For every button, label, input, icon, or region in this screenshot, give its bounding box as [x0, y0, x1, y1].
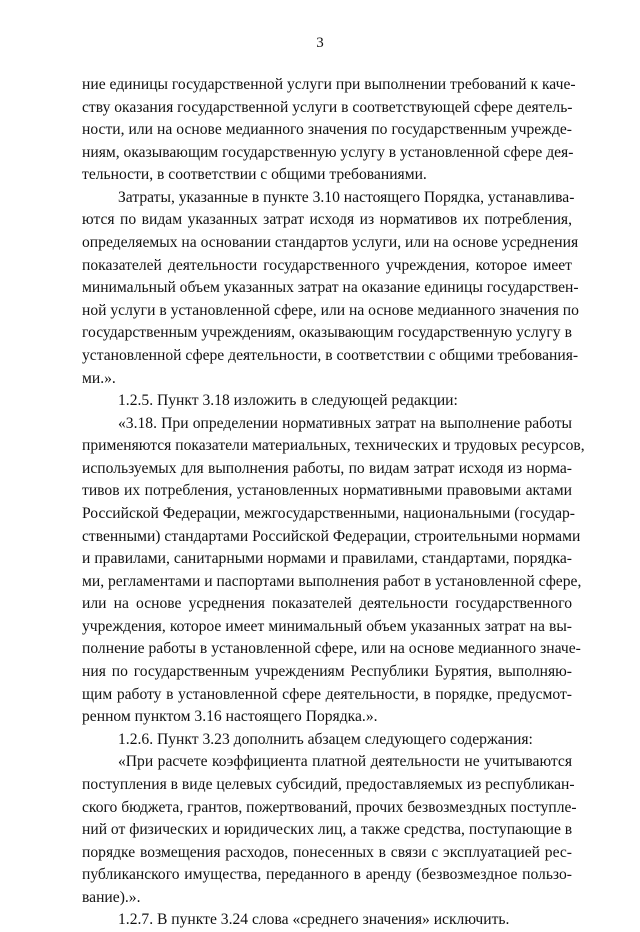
text-line: 1.2.5. Пункт 3.18 изложить в следующей редакции: [118, 392, 458, 410]
text-line: порядке возмещения расходов, понесенных в связи с эксплуатацией рес- [82, 843, 572, 861]
text-line: «3.18. При определении нормативных затрат на выполнение работы [118, 414, 572, 432]
page-number: 3 [316, 35, 324, 51]
document-body [82, 74, 585, 932]
text-line: учреждения, которое имеет минимальный объем указанных затрат на вы- [82, 617, 572, 635]
text-line: ского бюджета, грантов, пожертвований, прочих безвозмездных поступле- [82, 798, 577, 816]
text-line: ниям, оказывающим государственную услугу в установленной сфере дея- [82, 143, 574, 161]
text-line: тивов их потребления, установленных нормативными правовыми актами [82, 482, 572, 500]
text-line: ми.». [82, 369, 116, 387]
text-line: Российской Федерации, межгосударственными, национальными (государ- [82, 504, 575, 522]
text-line: ми, регламентами и паспортами выполнения работ в установленной сфере, [82, 572, 582, 590]
text-line: минимальный объем указанных затрат на оказание единицы государствен- [82, 279, 579, 297]
text-line: «При расчете коэффициента платной деятельности не учитываются [118, 753, 572, 771]
text-line: определяемых на основании стандартов услуги, или на основе усреднения [82, 234, 579, 252]
text-line: показателей деятельности государственного учреждения, которое имеет [82, 256, 572, 274]
text-line: ния по государственным учреждениям Республики Бурятия, выполняю- [82, 663, 572, 681]
text-line: полнение работы в установленной сфере, или на основе медианного значе- [82, 640, 581, 658]
text-line: или на основе усреднения показателей деятельности государственного [82, 595, 572, 613]
text-line: применяются показатели материальных, технических и трудовых ресурсов, [82, 437, 585, 455]
text-line: 1.2.7. В пункте 3.24 слова «среднего значения» исключить. [118, 911, 510, 929]
text-line: публиканского имущества, переданного в аренду (безвозмездное пользо- [82, 866, 572, 884]
text-line: ренном пунктом 3.16 настоящего Порядка.». [82, 708, 378, 726]
text-line: и правилами, санитарными нормами и правилами, стандартами, порядка- [82, 550, 572, 568]
text-line: щим работу в установленной сфере деятельности, в порядке, предусмот- [82, 685, 572, 703]
text-line: тельности, в соответствии с общими требованиями. [82, 166, 427, 184]
text-line: ние единицы государственной услуги при выполнении требований к каче- [82, 76, 576, 93]
text-line: ности, или на основе медианного значения по государственным учрежде- [82, 121, 572, 139]
text-line: поступления в виде целевых субсидий, предоставляемых из республикан- [82, 775, 575, 793]
text-line: ной услуги в установленной сфере, или на основе медианного значения по [82, 301, 579, 319]
text-line: используемых для выполнения работы, по видам затрат исходя из норма- [82, 459, 572, 477]
text-line: ственными) стандартами Российской Федерации, строительными нормами [82, 527, 581, 545]
text-line: вание).». [82, 888, 141, 906]
text-line: государственным учреждениям, оказывающим государственную услугу в [82, 324, 572, 342]
text-line: ству оказания государственной услуги в соответствующей сфере деятель- [82, 98, 573, 116]
text-line: Затраты, указанные в пункте 3.10 настоящего Порядка, устанавлива- [118, 188, 575, 206]
text-line: ются по видам указанных затрат исходя из нормативов их потребления, [82, 211, 572, 229]
text-line: установленной сфере деятельности, в соответствии с общими требования- [82, 346, 579, 364]
text-line: ний от физических и юридических лиц, а также средства, поступающие в [82, 821, 573, 839]
text-line: 1.2.6. Пункт 3.23 дополнить абзацем следующего содержания: [118, 730, 533, 748]
